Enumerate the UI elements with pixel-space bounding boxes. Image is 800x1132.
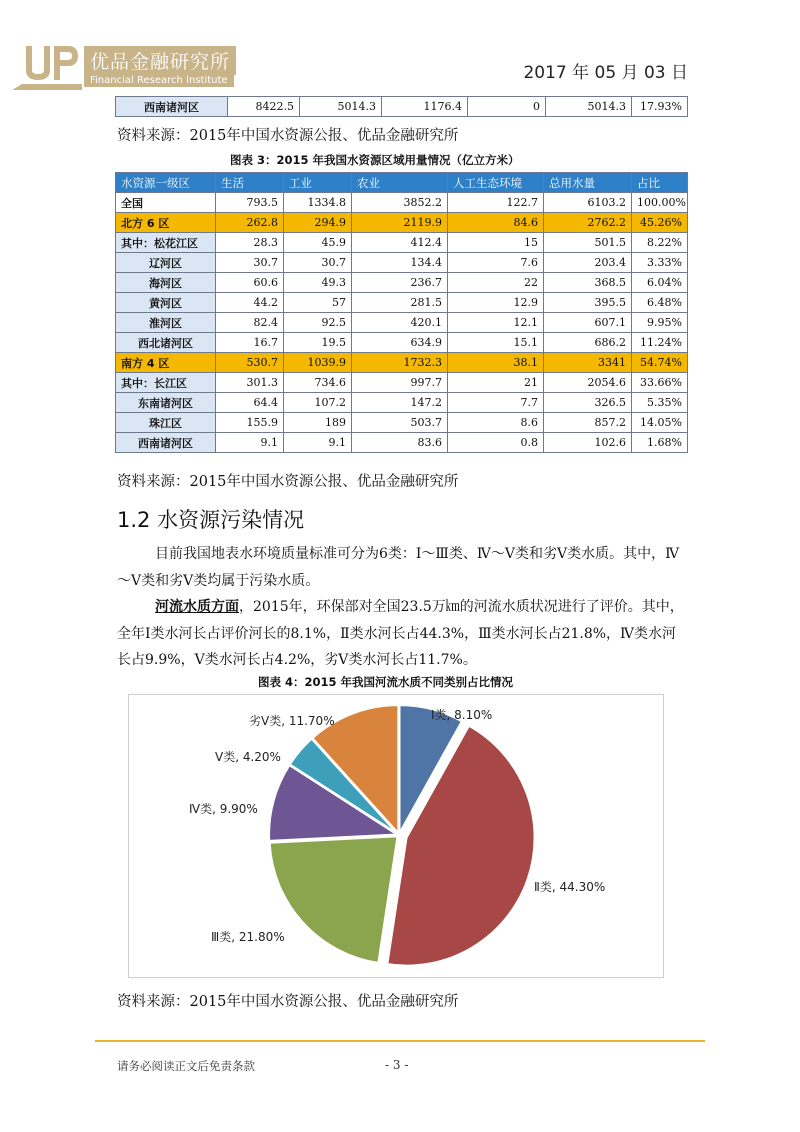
region-cell: 黄河区 — [116, 293, 216, 313]
table-row — [116, 293, 688, 313]
figure4-caption: 图表 4：2015 年我国河流水质不同类别占比情况 — [258, 675, 514, 689]
value-cell: 412.4 — [352, 233, 448, 253]
logo-mark-icon — [12, 40, 82, 90]
value-cell: 6.04% — [632, 273, 688, 293]
pie-data-label: Ⅴ类, 4.20% — [215, 750, 281, 764]
value-cell: 3.33% — [632, 253, 688, 273]
pie-slice-3 — [270, 836, 398, 963]
region-cell: 全国 — [116, 193, 216, 213]
value-cell: 38.1 — [448, 353, 544, 373]
table-row — [116, 433, 688, 453]
column-header: 农业 — [352, 173, 448, 193]
value-cell: 5.35% — [632, 393, 688, 413]
paragraph-text: 目前我国地表水环境质量标准可分为6类：Ⅰ～Ⅲ类、Ⅳ～Ⅴ类和劣Ⅴ类水质。其中，Ⅳ～Ⅴ类和劣Ⅴ类均属于污染水质。 — [117, 546, 680, 589]
table-row — [116, 97, 688, 117]
pie-chart — [129, 695, 663, 977]
value-cell: 17.93% — [632, 97, 688, 117]
footer-divider — [95, 1040, 705, 1042]
value-cell: 33.66% — [632, 373, 688, 393]
value-cell: 6.48% — [632, 293, 688, 313]
column-header: 总用水量 — [544, 173, 632, 193]
column-header: 人工生态环境 — [448, 173, 544, 193]
table2-fragment — [115, 96, 688, 117]
value-cell: 92.5 — [284, 313, 352, 333]
source-note-2: 资料来源：2015年中国水资源公报、优品金融研究所 — [117, 474, 459, 490]
pie-data-label: Ⅲ类, 21.80% — [211, 930, 285, 944]
value-cell: 1732.3 — [352, 353, 448, 373]
value-cell: 22 — [448, 273, 544, 293]
value-cell: 45.9 — [284, 233, 352, 253]
value-cell: 501.5 — [544, 233, 632, 253]
value-cell: 395.5 — [544, 293, 632, 313]
river-quality-heading: 河流水质方面 — [155, 599, 239, 615]
region-cell: 西南诸河区 — [116, 433, 216, 453]
value-cell: 530.7 — [216, 353, 284, 373]
pie-data-label: Ⅳ类, 9.90% — [189, 802, 258, 816]
table-row — [116, 333, 688, 353]
table3 — [115, 172, 688, 453]
value-cell: 7.6 — [448, 253, 544, 273]
table-row — [116, 393, 688, 413]
value-cell: 14.05% — [632, 413, 688, 433]
column-header: 水资源一级区 — [116, 173, 216, 193]
source-note-1: 资料来源：2015年中国水资源公报、优品金融研究所 — [117, 128, 459, 144]
region-cell: 西北诸河区 — [116, 333, 216, 353]
value-cell: 122.7 — [448, 193, 544, 213]
value-cell: 9.1 — [284, 433, 352, 453]
table-row — [116, 373, 688, 393]
value-cell: 2119.9 — [352, 213, 448, 233]
pie-chart-frame — [128, 694, 664, 978]
table-row — [116, 273, 688, 293]
table-row — [116, 213, 688, 233]
value-cell: 15.1 — [448, 333, 544, 353]
value-cell: 1039.9 — [284, 353, 352, 373]
region-cell: 其中：长江区 — [116, 373, 216, 393]
value-cell: 236.7 — [352, 273, 448, 293]
paragraph-river-quality — [117, 594, 689, 674]
value-cell: 102.6 — [544, 433, 632, 453]
footer-disclaimer: 请务必阅读正文后免责条款 — [117, 1059, 255, 1073]
region-cell: 北方 6 区 — [116, 213, 216, 233]
value-cell: 301.3 — [216, 373, 284, 393]
region-cell: 珠江区 — [116, 413, 216, 433]
column-header: 生活 — [216, 173, 284, 193]
value-cell: 11.24% — [632, 333, 688, 353]
value-cell: 368.5 — [544, 273, 632, 293]
value-cell: 189 — [284, 413, 352, 433]
region-cell: 西南诸河区 — [116, 97, 228, 117]
value-cell: 793.5 — [216, 193, 284, 213]
value-cell: 262.8 — [216, 213, 284, 233]
value-cell: 3852.2 — [352, 193, 448, 213]
table-row — [116, 353, 688, 373]
value-cell: 30.7 — [216, 253, 284, 273]
value-cell: 64.4 — [216, 393, 284, 413]
region-cell: 其中：松花江区 — [116, 233, 216, 253]
value-cell: 44.2 — [216, 293, 284, 313]
value-cell: 2054.6 — [544, 373, 632, 393]
value-cell: 420.1 — [352, 313, 448, 333]
value-cell: 30.7 — [284, 253, 352, 273]
table-row — [116, 193, 688, 213]
value-cell: 45.26% — [632, 213, 688, 233]
company-logo — [12, 40, 244, 90]
value-cell: 15 — [448, 233, 544, 253]
value-cell: 2762.2 — [544, 213, 632, 233]
value-cell: 8.6 — [448, 413, 544, 433]
value-cell: 294.9 — [284, 213, 352, 233]
region-cell: 辽河区 — [116, 253, 216, 273]
value-cell: 19.5 — [284, 333, 352, 353]
pie-data-label: Ⅰ类, 8.10% — [431, 708, 493, 722]
value-cell: 134.4 — [352, 253, 448, 273]
value-cell: 503.7 — [352, 413, 448, 433]
table-row — [116, 413, 688, 433]
value-cell: 281.5 — [352, 293, 448, 313]
report-date: 2017 年 05 月 03 日 — [523, 63, 688, 83]
pie-data-label: Ⅱ类, 44.30% — [534, 880, 606, 894]
value-cell: 54.74% — [632, 353, 688, 373]
value-cell: 1334.8 — [284, 193, 352, 213]
value-cell: 3341 — [544, 353, 632, 373]
region-cell: 海河区 — [116, 273, 216, 293]
source-note-3: 资料来源：2015年中国水资源公报、优品金融研究所 — [117, 994, 459, 1010]
value-cell: 49.3 — [284, 273, 352, 293]
value-cell: 16.7 — [216, 333, 284, 353]
column-header: 占比 — [632, 173, 688, 193]
region-cell: 东南诸河区 — [116, 393, 216, 413]
value-cell: 607.1 — [544, 313, 632, 333]
value-cell: 60.6 — [216, 273, 284, 293]
region-cell: 南方 4 区 — [116, 353, 216, 373]
table-row — [116, 313, 688, 333]
value-cell: 634.9 — [352, 333, 448, 353]
value-cell: 203.4 — [544, 253, 632, 273]
value-cell: 8.22% — [632, 233, 688, 253]
page-number: - 3 - — [385, 1058, 409, 1072]
paragraph-standards — [117, 541, 689, 594]
value-cell: 84.6 — [448, 213, 544, 233]
table3-caption: 图表 3：2015 年我国水资源区域用量情况（亿立方米） — [230, 153, 520, 167]
value-cell: 100.00% — [632, 193, 688, 213]
value-cell: 9.95% — [632, 313, 688, 333]
value-cell: 686.2 — [544, 333, 632, 353]
section-title: 1.2 水资源污染情况 — [117, 508, 305, 532]
value-cell: 155.9 — [216, 413, 284, 433]
value-cell: 997.7 — [352, 373, 448, 393]
value-cell: 0 — [468, 97, 546, 117]
value-cell: 0.8 — [448, 433, 544, 453]
value-cell: 5014.3 — [300, 97, 382, 117]
pie-data-label: 劣Ⅴ类, 11.70% — [249, 714, 335, 728]
value-cell: 8422.5 — [228, 97, 300, 117]
value-cell: 12.9 — [448, 293, 544, 313]
table-row — [116, 253, 688, 273]
value-cell: 82.4 — [216, 313, 284, 333]
value-cell: 107.2 — [284, 393, 352, 413]
column-header: 工业 — [284, 173, 352, 193]
value-cell: 5014.3 — [546, 97, 632, 117]
value-cell: 21 — [448, 373, 544, 393]
table-header-row — [116, 173, 688, 193]
value-cell: 734.6 — [284, 373, 352, 393]
value-cell: 1.68% — [632, 433, 688, 453]
value-cell: 147.2 — [352, 393, 448, 413]
value-cell: 7.7 — [448, 393, 544, 413]
logo-english-text: Financial Research Institute — [84, 74, 234, 87]
logo-chinese-text: 优品金融研究所 — [84, 46, 236, 75]
value-cell: 326.5 — [544, 393, 632, 413]
value-cell: 57 — [284, 293, 352, 313]
value-cell: 1176.4 — [382, 97, 468, 117]
value-cell: 9.1 — [216, 433, 284, 453]
value-cell: 6103.2 — [544, 193, 632, 213]
value-cell: 12.1 — [448, 313, 544, 333]
table-row — [116, 233, 688, 253]
region-cell: 淮河区 — [116, 313, 216, 333]
paragraph-text: ，2015年，环保部对全国23.5万㎞的河流水质状况进行了评价。其中，全年Ⅰ类水河长占评价河长的8.1%，Ⅱ类水河长占44.3%，Ⅲ类水河长占21.8%，Ⅳ类水河长占9.9%，Ⅴ类水河长占4.2%，劣Ⅴ类水河长占11.7%。 — [117, 599, 684, 668]
value-cell: 83.6 — [352, 433, 448, 453]
value-cell: 28.3 — [216, 233, 284, 253]
value-cell: 857.2 — [544, 413, 632, 433]
